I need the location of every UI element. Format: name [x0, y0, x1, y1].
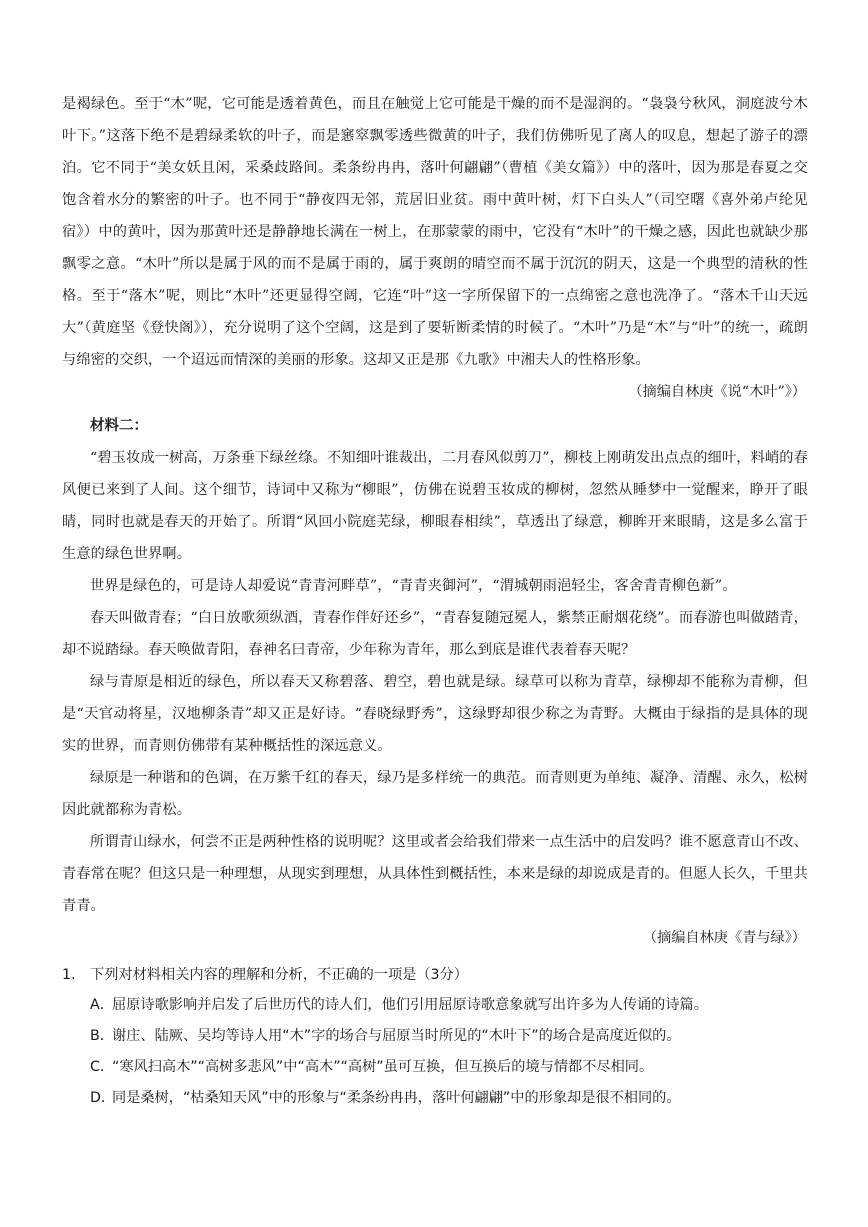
material2-paragraph-6: 所谓青山绿水，何尝不正是两种性格的说明呢？这里或者会给我们带来一点生活中的启发吗？谁不愿意青山不改、青春常在呢？但这只是一种理想，从现实到理想，从具体性到概括性，本来是绿的却说成是青的。但愿人长久，千里共青青。: [62, 834, 808, 914]
material2-paragraph-1: “碧玉妆成一树高，万条垂下绿丝绦。不知细叶谁裁出，二月春风似剪刀”，柳枝上刚萌发出点点的细叶，料峭的春风便已来到了人间。这个细节，诗词中又称为“柳眼”，仿佛在说碧玉妆成的柳树，忽然从睡梦中一觉醒来，睁开了眼睛，同时也就是春天的开始了。所谓“风回小院庭芜绿，柳眼春相续”，草透出了绿意，柳眸开来眼睛，这是多么富于生意的绿色世界啊。: [62, 450, 808, 562]
material2-paragraph-3: 春天叫做青春；“白日放歌须纵酒，青春作伴好还乡”，“青春复随冠冕人，紫禁正耐烟花绕”。而春游也叫做踏青，却不说踏绿。春天唤做青阳，春神名曰青帝，少年称为青年，那么到底是谁代表着春天呢？: [62, 610, 808, 658]
option-a-text: 屈原诗歌影响并启发了后世历代的诗人们，他们引用屈原诗歌意象就写出许多为人传诵的诗篇。: [112, 997, 708, 1013]
material2-paragraph-2: 世界是绿色的，可是诗人却爱说“青青河畔草”，“青青夹御河”，“渭城朝雨浥轻尘，客舍青青柳色新”。: [90, 578, 737, 594]
option-d[interactable]: [90, 1083, 808, 1114]
option-c-text: “寒风扫高木”“高树多悲风”中“高木”“高树”虽可互换，但互换后的境与情都不尽相同。: [112, 1059, 654, 1075]
material1-paragraph: 是褐绿色。至于“木”呢，它可能是透着黄色，而且在触觉上它可能是干燥的而不是湿润的。“袅袅兮秋风，洞庭波兮木叶下。”这落下绝不是碧绿柔软的叶子，而是窸窣飘零透些微黄的叶子，我们仿佛听见了离人的叹息，想起了游子的漂泊。它不同于“美女妖且闲，采桑歧路间。柔条纷冉冉，落叶何翩翩”（曹植《美女篇》）中的落叶，因为那是春夏之交饱含着水分的繁密的叶子。也不同于“静夜四无邻，荒居旧业贫。雨中黄叶树，灯下白头人”（司空曙《喜外弟卢纶见宿》）中的黄叶，因为那黄叶还是静静地长满在一树上，在那蒙蒙的雨中，它没有“木叶”的干燥之感，因此也就缺少那飘零之意。“木叶”所以是属于风的而不是属于雨的，属于爽朗的晴空而不属于沉沉的阴天，这是一个典型的清秋的性格。至于“落木”呢，则比“木叶”还更显得空阔，它连“叶”这一字所保留下的一点绵密之意也洗净了。“落木千山天远大”（黄庭坚《登快阁》），充分说明了这个空阔，这是到了要斩断柔情的时候了。“木叶”乃是“木”与“叶”的统一，疏朗与绵密的交织，一个迢远而情深的美丽的形象。这却又正是那《九歌》中湘夫人的性格形象。: [62, 96, 808, 368]
option-b-text: 谢庄、陆厥、吴均等诗人用“木”字的场合与屈原当时所见的“木叶下”的场合是高度近似的。: [112, 1028, 681, 1044]
question-1-options: [62, 990, 808, 1114]
document-page: [62, 88, 808, 1114]
option-b-key: B．: [90, 1028, 114, 1044]
option-b[interactable]: [90, 1021, 808, 1052]
option-d-key: D．: [90, 1090, 116, 1106]
material2-paragraph-5: 绿原是一种谐和的色调，在万紫千红的春天，绿乃是多样统一的典范。而青则更为单纯、凝净、清醒、永久，松树因此就都称为青松。: [62, 770, 808, 818]
option-d-text: 同是桑树，“枯桑知天风”中的形象与“柔条纷冉冉，落叶何翩翩”中的形象却是很不相同的。: [112, 1090, 681, 1106]
material2-paragraph-4: 绿与青原是相近的绿色，所以春天又称碧落、碧空，碧也就是绿。绿草可以称为青草，绿柳却不能称为青柳，但是“天官动将星，汉地柳条青”却又正是好诗。“春晓绿野秀”，这绿野却很少称之为青野。大概由于绿指的是具体的现实的世界，而青则仿佛带有某种概括性的深远意义。: [62, 674, 808, 754]
question-text: 下列对材料相关内容的理解和分析，不正确的一项是（3分）: [90, 967, 468, 983]
option-c-key: C．: [90, 1059, 115, 1075]
question-1-stem: [62, 960, 808, 990]
option-c[interactable]: [90, 1052, 808, 1083]
material2-source: （摘编自林庚《青与绿》）: [642, 930, 806, 946]
option-a-key: A．: [90, 997, 114, 1013]
material2-heading: 材料二：: [90, 418, 148, 434]
option-a[interactable]: [90, 990, 808, 1021]
material1-source: （摘编自林庚《说“木叶”》）: [628, 384, 806, 400]
question-number: 1.: [62, 967, 76, 983]
